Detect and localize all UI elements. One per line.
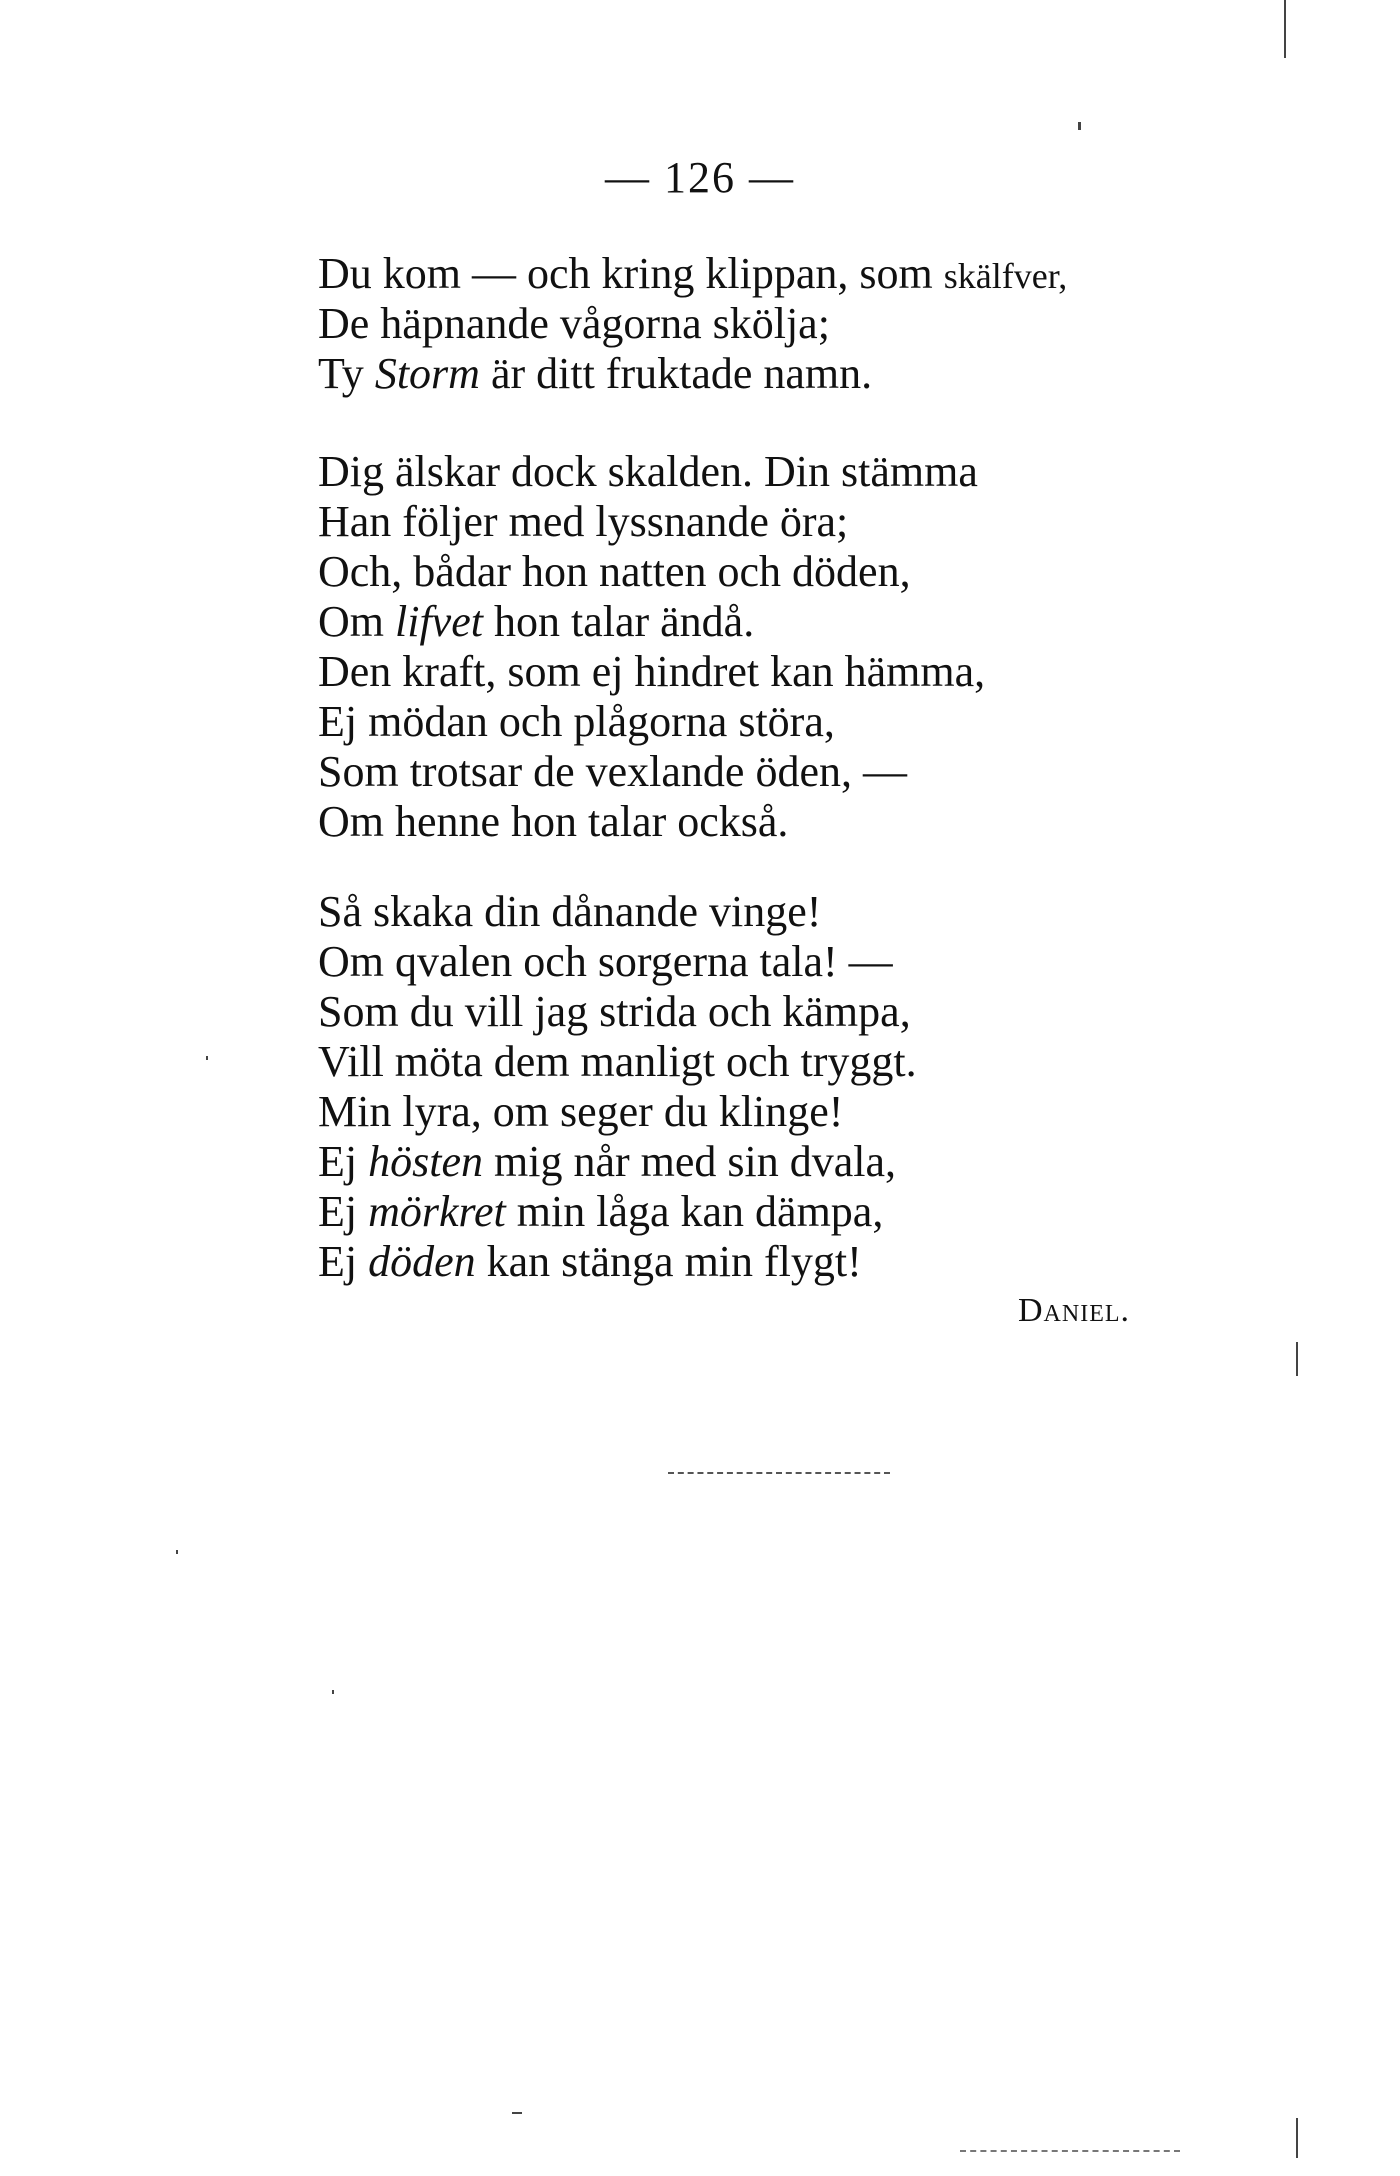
poem-line-1: Du kom — och kring klippan, som skälfver, xyxy=(318,249,1068,298)
poem-line-2: De häpnande vågorna skölja; xyxy=(318,299,830,348)
poem-line-5: Han följer med lyssnande öra; xyxy=(318,497,849,546)
poem-line-7: Om lifvet hon talar ändå. xyxy=(318,597,755,646)
scan-mark-top-right xyxy=(1284,0,1286,58)
closing-divider xyxy=(668,1472,890,1474)
scan-mark-right-middle xyxy=(1296,1342,1298,1376)
poem-line-19: Ej döden kan stänga min flygt! xyxy=(318,1237,862,1286)
scan-dash-bottom xyxy=(960,2150,1180,2152)
poem-line-9: Ej mödan och plågorna störa, xyxy=(318,697,835,746)
poem-line-11: Om henne hon talar också. xyxy=(318,797,789,846)
poem-line-13: Om qvalen och sorgerna tala! — xyxy=(318,937,893,986)
page-number: — 126 — xyxy=(605,153,795,202)
poem-line-8: Den kraft, som ej hindret kan hämma, xyxy=(318,647,986,696)
poem-line-12: Så skaka din dånande vinge! xyxy=(318,887,822,936)
scan-dot-5 xyxy=(512,2112,522,2114)
poem-line-14: Som du vill jag strida och kämpa, xyxy=(318,987,911,1036)
author-signature: Daniel. xyxy=(1018,1292,1131,1329)
poem-line-15: Vill möta dem manligt och tryggt. xyxy=(318,1037,917,1086)
scan-dot-1 xyxy=(1078,122,1081,130)
poem-line-3: Ty Storm är ditt fruktade namn. xyxy=(318,349,873,398)
poem-line-4: Dig älskar dock skalden. Din stämma xyxy=(318,447,978,496)
poem-line-17: Ej hösten mig når med sin dvala, xyxy=(318,1137,897,1186)
poem-line-16: Min lyra, om seger du klinge! xyxy=(318,1087,844,1136)
poem-line-10: Som trotsar de vexlande öden, — xyxy=(318,747,907,796)
poem-line-6: Och, bådar hon natten och döden, xyxy=(318,547,911,596)
scan-dot-4 xyxy=(332,1690,334,1694)
scan-dot-3 xyxy=(176,1550,178,1554)
scan-mark-bottom-right xyxy=(1296,2118,1298,2158)
poem-line-18: Ej mörkret min låga kan dämpa, xyxy=(318,1187,884,1236)
scan-dot-2 xyxy=(206,1056,208,1060)
